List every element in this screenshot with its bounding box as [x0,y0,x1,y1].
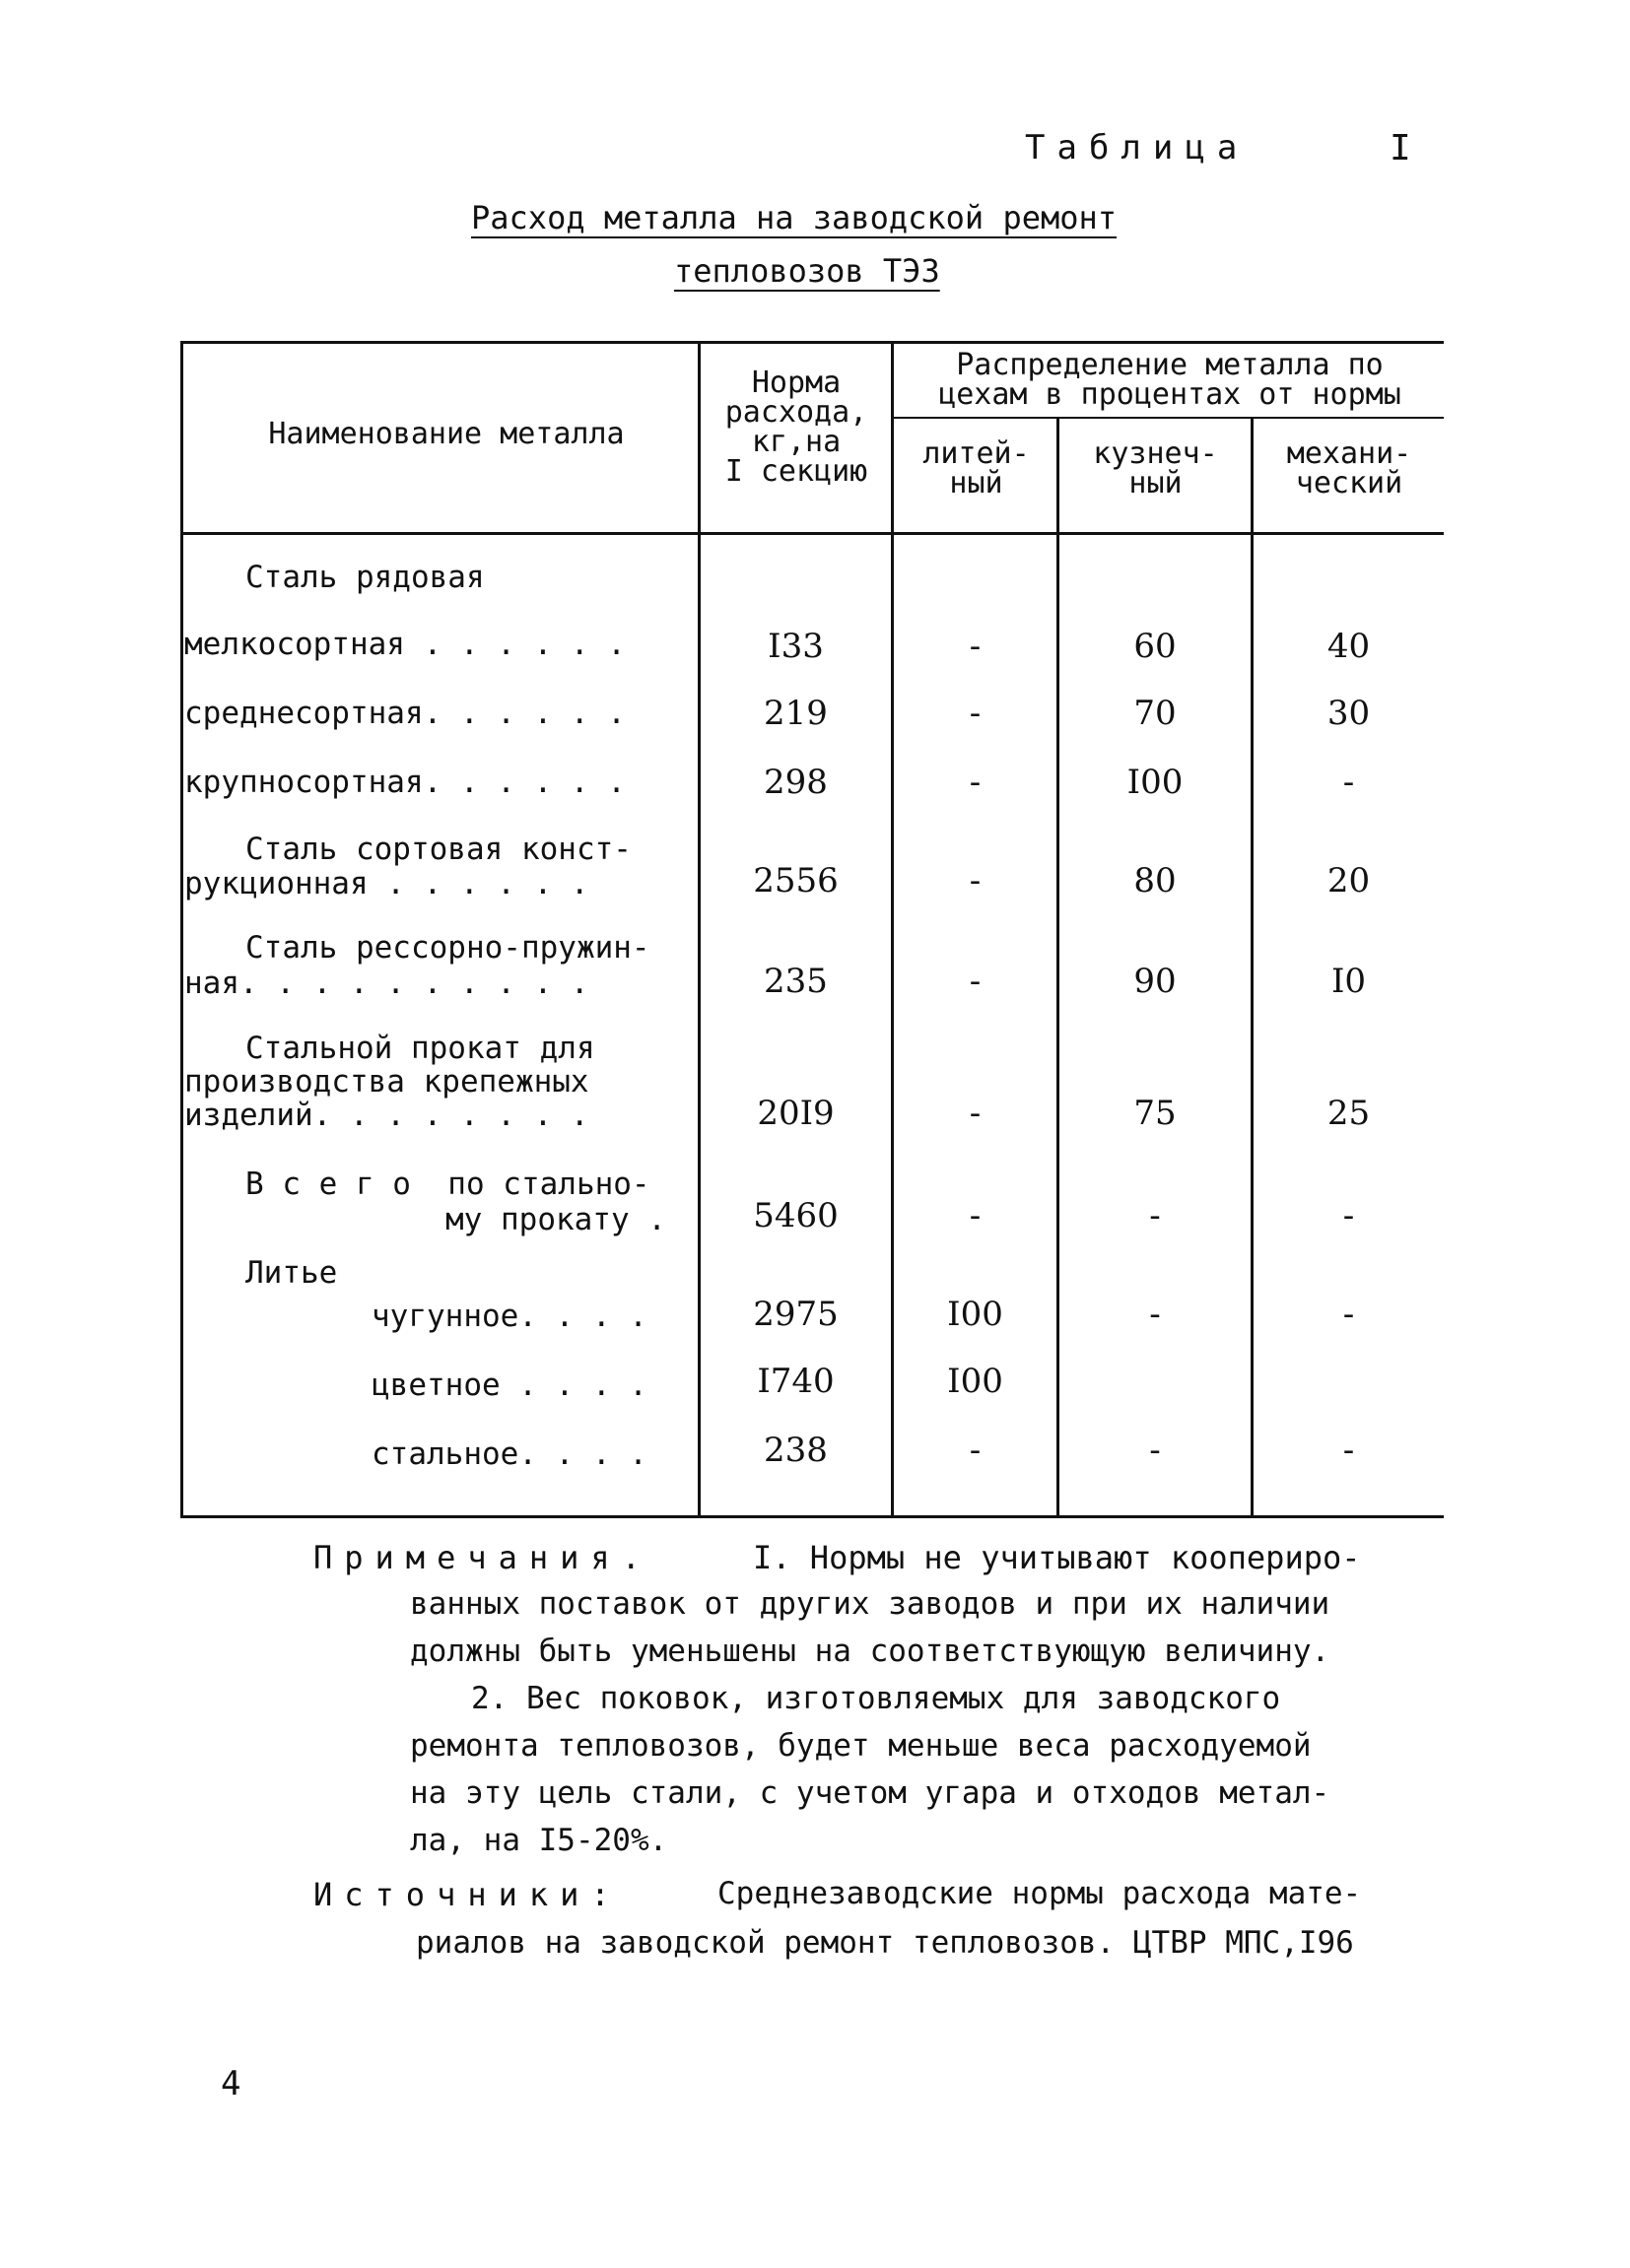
table-label: Таблица [1025,128,1250,167]
row-foundry: - [969,627,982,666]
header-mechanical-line: механи- [1286,436,1412,471]
row-name: цветное . . . . [372,1367,647,1403]
note-2-line: ла, на I5-20%. [410,1823,668,1858]
row-name: чугунное. . . . [372,1299,647,1334]
metal-consumption-table [180,341,1444,1518]
header-foundry-line: литей- [922,436,1030,471]
row-norm: 20I9 [757,1094,835,1133]
row-mechanical: 30 [1326,694,1371,733]
row-forge: 60 [1133,627,1177,666]
total-row-foundry: - [969,1196,982,1235]
row-name: мелкосортная . . . . . . [184,627,626,662]
row-norm: 2556 [753,861,839,901]
row-foundry: I00 [947,1362,1003,1401]
row-forge: - [1149,1431,1161,1470]
total-row-forge: - [1149,1196,1161,1235]
row-norm: 235 [764,962,828,1001]
header-mechanical-line: ческий [1295,466,1403,500]
total-row-mechanical: - [1342,1196,1355,1235]
table-title-line-1: Расход металла на заводской ремонт [471,199,1118,236]
note-1-line: должны быть уменьшены на соответствующую величину. [410,1634,1330,1669]
row-name-cont: ная. . . . . . . . . . [184,966,589,1001]
group-label-cast: Литье [245,1255,338,1291]
row-mechanical: I0 [1330,962,1367,1001]
row-foundry: - [969,694,982,733]
col-divider-2 [891,341,894,1518]
notes-label: Примечания. [313,1539,652,1576]
row-foundry: - [969,763,982,802]
note-2-line: 2. Вес поковок, изготовляемых для заводского [471,1681,1281,1716]
row-norm: I33 [768,627,824,666]
row-name: Стальной прокат для [245,1031,595,1066]
total-row-name-cont: му прокату . [445,1202,666,1237]
header-foundry [896,436,1056,500]
header-metal-name: Наименование металла [268,417,625,451]
note-1-line: I. Нормы не учитывают коопериро- [753,1539,1361,1576]
table-number: I [1390,128,1411,168]
row-name-cont: производства крепежных [184,1064,589,1100]
row-norm: 219 [764,694,828,733]
total-row-name: В с е г о по стально- [245,1167,650,1202]
row-mechanical: - [1342,763,1355,802]
header-foundry-line: ный [949,466,1003,500]
header-norm-line: расхода, [724,395,868,430]
row-forge: 70 [1133,694,1177,733]
table-top-border [180,341,1444,344]
row-norm: I740 [757,1362,835,1401]
row-foundry: - [969,1431,982,1470]
source-line: Среднезаводские нормы расхода мате- [717,1876,1362,1911]
row-mechanical: - [1342,1431,1355,1470]
distribution-subheader-line [891,417,1444,419]
row-mechanical: 25 [1326,1094,1371,1133]
row-foundry: I00 [947,1295,1003,1334]
header-norm-line: Норма [751,366,842,400]
header-distribution [896,348,1444,412]
row-foundry: - [969,1094,982,1133]
row-name: среднесортная. . . . . . [184,696,626,731]
row-norm: 298 [764,763,828,802]
header-forge [1060,436,1251,500]
row-norm: 2975 [753,1295,839,1334]
header-distribution-line: цехам в процентах от нормы [938,377,1401,412]
row-norm: 238 [764,1431,828,1470]
row-name-cont: изделий. . . . . . . . [184,1098,589,1133]
row-mechanical: 40 [1326,627,1371,666]
row-mechanical: - [1342,1295,1355,1334]
header-norm [703,368,890,487]
row-foundry: - [969,962,982,1001]
header-norm-line: кг,на [751,425,842,459]
row-mechanical: 20 [1326,861,1371,901]
header-forge-line: кузнеч- [1093,436,1218,471]
row-forge: 75 [1133,1094,1177,1133]
header-distribution-line: Распределение металла по [956,348,1384,382]
header-bottom-border [180,532,1444,535]
header-forge-line: ный [1128,466,1183,500]
page-number: 4 [221,2064,241,2103]
row-name: крупносортная. . . . . . [184,765,626,800]
row-forge: - [1149,1295,1161,1334]
row-forge: 80 [1133,861,1177,901]
table-left-border [180,341,183,1518]
source-line: риалов на заводской ремонт тепловозов. ЦТВР МПС,I96 [416,1925,1354,1961]
note-1-line: ванных поставок от других заводов и при их наличии [410,1586,1330,1622]
row-foundry: - [969,861,982,901]
row-forge: I00 [1126,763,1184,802]
note-2-line: на эту цель стали, с учетом угара и отходов метал- [410,1775,1330,1811]
row-name: Сталь рессорно-пружин- [245,930,650,966]
table-bottom-border [180,1515,1444,1518]
header-mechanical [1255,436,1444,500]
row-name: Сталь сортовая конст- [245,832,632,867]
row-forge: 90 [1133,962,1177,1001]
note-2-line: ремонта тепловозов, будет меньше веса расходуемой [410,1728,1312,1764]
table-title-line-2: тепловозов ТЭ3 [674,252,940,290]
row-name: стальное. . . . [372,1436,647,1472]
group-label-steel: Сталь рядовая [245,560,485,595]
col-divider-1 [698,341,701,1518]
total-row-norm: 5460 [753,1196,839,1235]
header-norm-line: I секцию [724,454,868,489]
row-name-cont: рукционная . . . . . . [184,866,589,901]
sources-label: Источники: [313,1876,622,1913]
